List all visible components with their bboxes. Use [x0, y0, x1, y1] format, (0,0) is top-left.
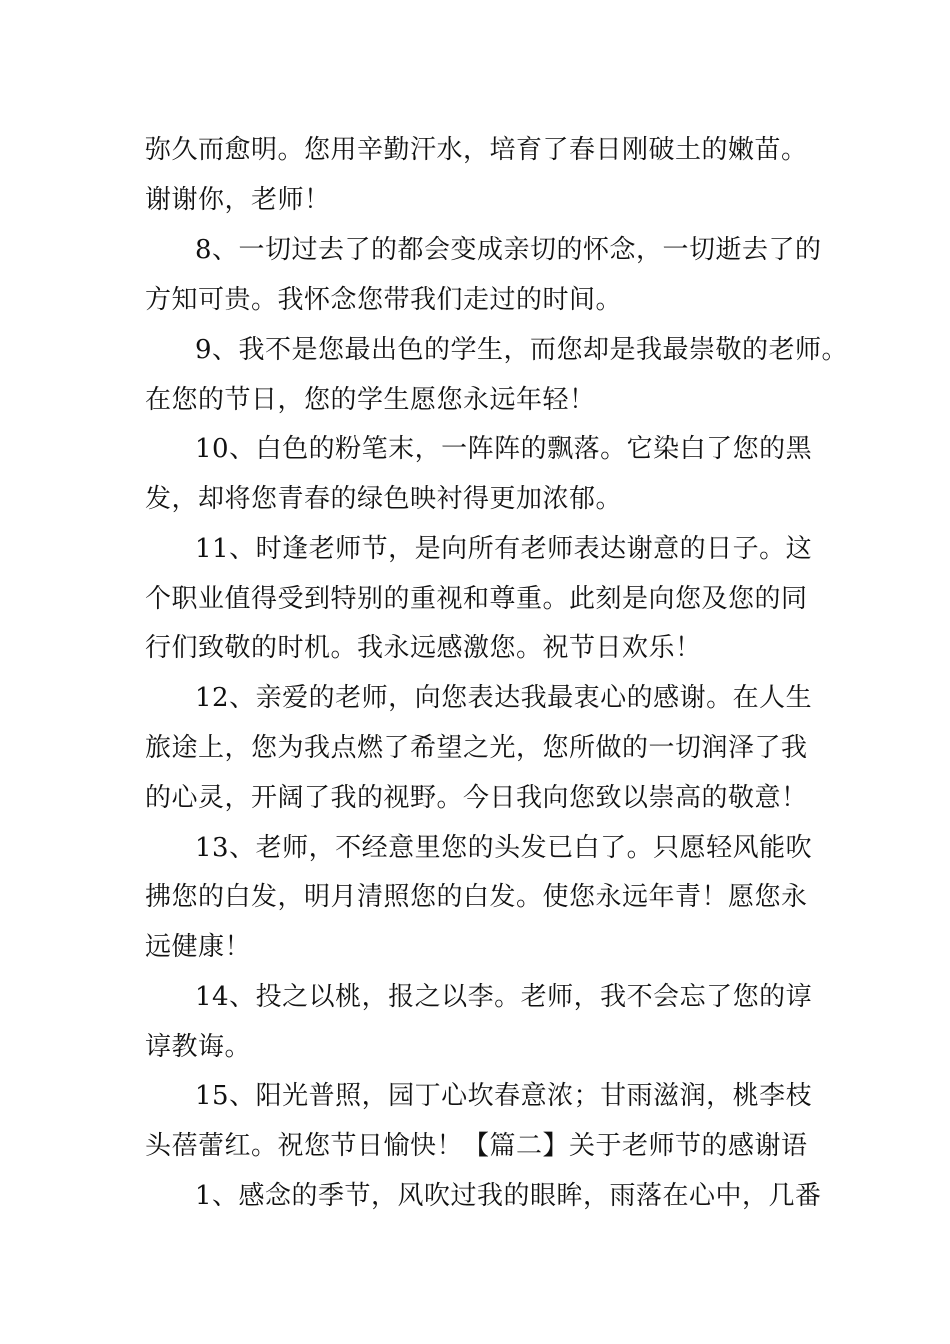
text-line: 远健康！ [145, 932, 252, 962]
text-line: 在您的节日，您的学生愿您永远年轻！ [145, 385, 596, 415]
text-line: 8、一切过去了的都会变成亲切的怀念，一切逝去了的 [195, 235, 822, 265]
text-line: 9、我不是您最出色的学生，而您却是我最崇敬的老师。 [195, 335, 849, 365]
text-line: 11、时逢老师节，是向所有老师表达谢意的日子。这 [195, 534, 813, 564]
text-line: 1、感念的季节，风吹过我的眼眸，雨落在心中，几番 [195, 1181, 822, 1211]
text-line: 拂您的白发，明月清照您的白发。使您永远年青！愿您永 [145, 882, 808, 912]
text-line: 头蓓蕾红。祝您节日愉快！【篇二】关于老师节的感谢语 [145, 1131, 808, 1161]
text-line: 14、投之以桃，报之以李。老师，我不会忘了您的谆 [195, 982, 813, 1012]
text-line: 谆教诲。 [145, 1032, 252, 1062]
text-line: 的心灵，开阔了我的视野。今日我向您致以崇高的敬意！ [145, 783, 808, 813]
text-line: 方知可贵。我怀念您带我们走过的时间。 [145, 285, 623, 315]
text-line: 弥久而愈明。您用辛勤汗水，培育了春日刚破土的嫩苗。 [145, 135, 808, 165]
text-line: 行们致敬的时机。我永远感激您。祝节日欢乐！ [145, 633, 702, 663]
text-line: 15、阳光普照，园丁心坎春意浓；甘雨滋润，桃李枝 [195, 1081, 813, 1111]
text-line: 13、老师，不经意里您的头发已白了。只愿轻风能吹 [195, 833, 813, 863]
text-line: 个职业值得受到特别的重视和尊重。此刻是向您及您的同 [145, 584, 808, 614]
text-line: 旅途上，您为我点燃了希望之光，您所做的一切润泽了我 [145, 733, 808, 763]
text-line: 发，却将您青春的绿色映衬得更加浓郁。 [145, 484, 623, 514]
text-line: 12、亲爱的老师，向您表达我最衷心的感谢。在人生 [195, 683, 813, 713]
text-line: 10、白色的粉笔末，一阵阵的飘落。它染白了您的黑 [195, 434, 813, 464]
text-line: 谢谢你，老师！ [145, 185, 331, 215]
